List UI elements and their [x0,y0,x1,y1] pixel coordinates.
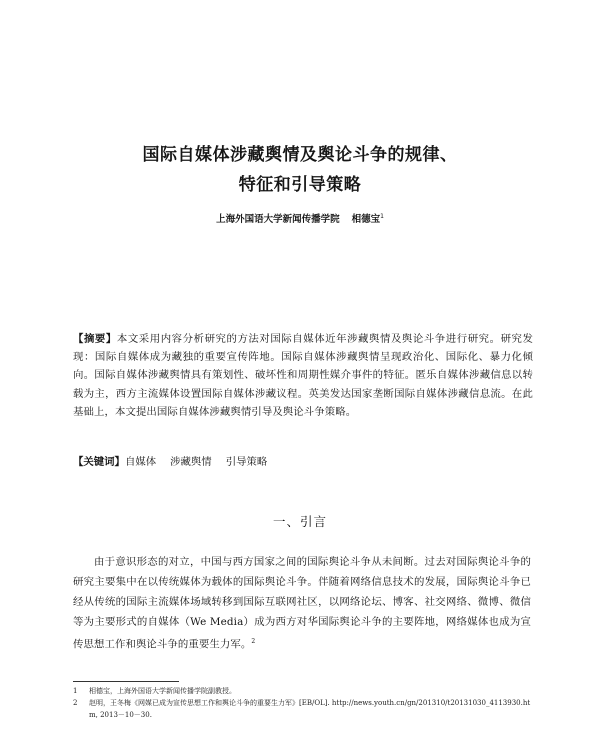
footnote-number: 1 [73,687,78,695]
title-line-2: 特征和引导策略 [238,175,362,195]
section-heading: 一、引言 [272,514,327,529]
author-footnote-mark: 1 [380,212,384,220]
keywords [73,454,533,470]
abstract-label: 【摘要】 [73,333,117,345]
title-line-1: 国际自媒体涉藏舆情及舆论斗争的规律、 [142,145,458,165]
keywords-label: 【关键词】 [73,456,125,468]
footnote-divider [73,681,179,682]
footnote-text: 相德宝，上海外国语大学新闻传播学院副教授。 [89,687,236,695]
footnote [73,697,533,721]
footnote-text: 赵明，王冬梅《网媒已成为宣传思想工作和舆论斗争的重要生力军》[EB/OL]. http://news.youth.cn/gn/201310/t20131030_4113930.htm, 2013－10－30. [89,699,531,719]
keyword-item: 自媒体 [124,456,157,468]
body-paragraph-text: 由于意识形态的对立，中国与西方国家之间的国际舆论斗争从未间断。过去对国际舆论斗争的研究主要集中在以传统媒体为载体的国际舆论斗争。伴随着网络信息技术的发展，国际舆论斗争已经从传统的国际主流媒体场域转移到国际互联网社区，以网络论坛、博客、社交网络、微博、微信等为主要形式的自媒体（We Media）成为西方对华国际舆论斗争的主要阵地，网络媒体也成为宣传思想工作和舆论斗争的重要生力军。 [73,556,531,651]
paper-title [60,140,540,200]
footnote [73,685,533,697]
body-paragraph [73,552,531,654]
footnotes [73,685,533,721]
keyword-item: 引导策略 [225,456,268,468]
keyword-item: 涉藏舆情 [170,456,212,468]
body-footnote-mark: 2 [251,638,256,645]
abstract [73,330,533,421]
author-name: 相德宝 [351,214,381,225]
byline [60,211,540,225]
abstract-text: 本文采用内容分析研究的方法对国际自媒体近年涉藏舆情及舆论斗争进行研究。研究发现：国际自媒体成为藏独的重要宣传阵地。国际自媒体涉藏舆情呈现政治化、国际化、暴力化倾向。国际自媒体涉藏舆情具有策划性、破坏性和周期性媒介事件的特征。匿乐自媒体涉藏信息以转载为主，西方主流媒体设置国际自媒体涉藏议程。英美发达国家垄断国际自媒体涉藏信息流。在此基础上，本文提出国际自媒体涉藏舆情引导及舆论斗争策略。 [73,333,533,418]
footnote-number: 2 [73,699,78,707]
author-affiliation: 上海外国语大学新闻传播学院 [216,214,340,225]
